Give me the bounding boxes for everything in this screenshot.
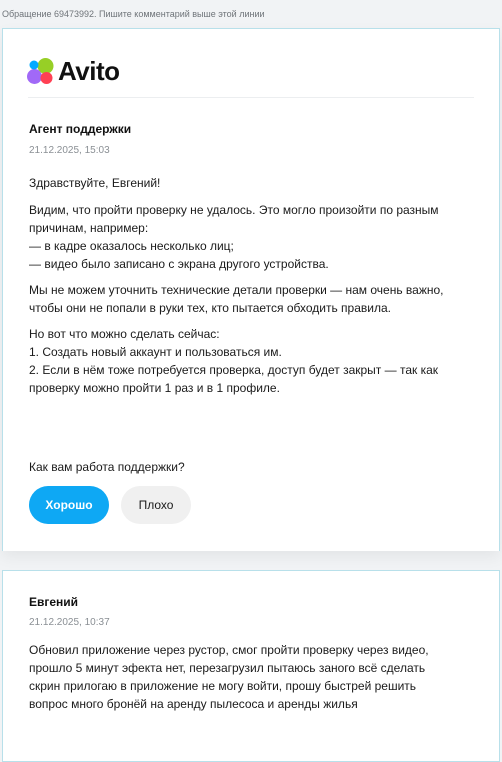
text-line: прошло 5 минут эфекта нет, перезагрузил пытаюсь заного всё сделать — [29, 661, 426, 675]
text-line: скрин прилогаю в приложение не могу войти, прошу быстрей решить — [29, 679, 417, 693]
message-author: Агент поддержки — [29, 122, 132, 136]
message-paragraph-3 — [29, 325, 469, 397]
avito-logo-text: Avito — [58, 55, 120, 86]
ticket-header-note: Обращение 69473992. Пишите комментарий выше этой линии — [2, 9, 265, 19]
rate-good-button[interactable]: Хорошо — [29, 486, 109, 524]
avito-dots-icon — [27, 57, 55, 85]
text-line: проверку можно пройти 1 раз и в 1 профиле. — [29, 381, 280, 395]
greeting-text: Здравствуйте, Евгений! — [29, 176, 161, 190]
text-line: чтобы они не попали в руки тех, кто пытается обходить правила. — [29, 301, 391, 315]
text-line: Обновил приложение через рустор, смог пройти проверку через видео, — [29, 643, 429, 657]
rating-question: Как вам работа поддержки? — [29, 460, 185, 474]
text-line: причинам, например: — [29, 221, 149, 235]
message-time: 21.12.2025, 10:37 — [29, 617, 110, 628]
text-line: 2. Если в нём тоже потребуется проверка, доступ будет закрыт — так как — [29, 363, 439, 377]
text-line: — в кадре оказалось несколько лиц; — [29, 239, 234, 253]
text-line: Но вот что можно сделать сейчас: — [29, 327, 220, 341]
text-line: вопрос много бронёй на аренду пылесоса и аренды жилья — [29, 697, 358, 711]
message-author: Евгений — [29, 595, 79, 609]
logo-divider — [28, 97, 474, 98]
text-line: 1. Создать новый аккаунт и пользоваться им. — [29, 345, 282, 359]
avito-logo — [27, 56, 120, 86]
rate-bad-button[interactable]: Плохо — [121, 486, 191, 524]
text-line: Видим, что пройти проверку не удалось. Это могло произойти по разным — [29, 203, 439, 217]
message-paragraph-1 — [29, 201, 469, 273]
message-body — [29, 641, 469, 713]
message-paragraph-2 — [29, 281, 469, 317]
message-time: 21.12.2025, 15:03 — [29, 145, 110, 156]
message-body — [29, 174, 469, 192]
text-line: — видео было записано с экрана другого устройства. — [29, 257, 329, 271]
text-line: Мы не можем уточнить технические детали проверки — нам очень важно, — [29, 283, 444, 297]
